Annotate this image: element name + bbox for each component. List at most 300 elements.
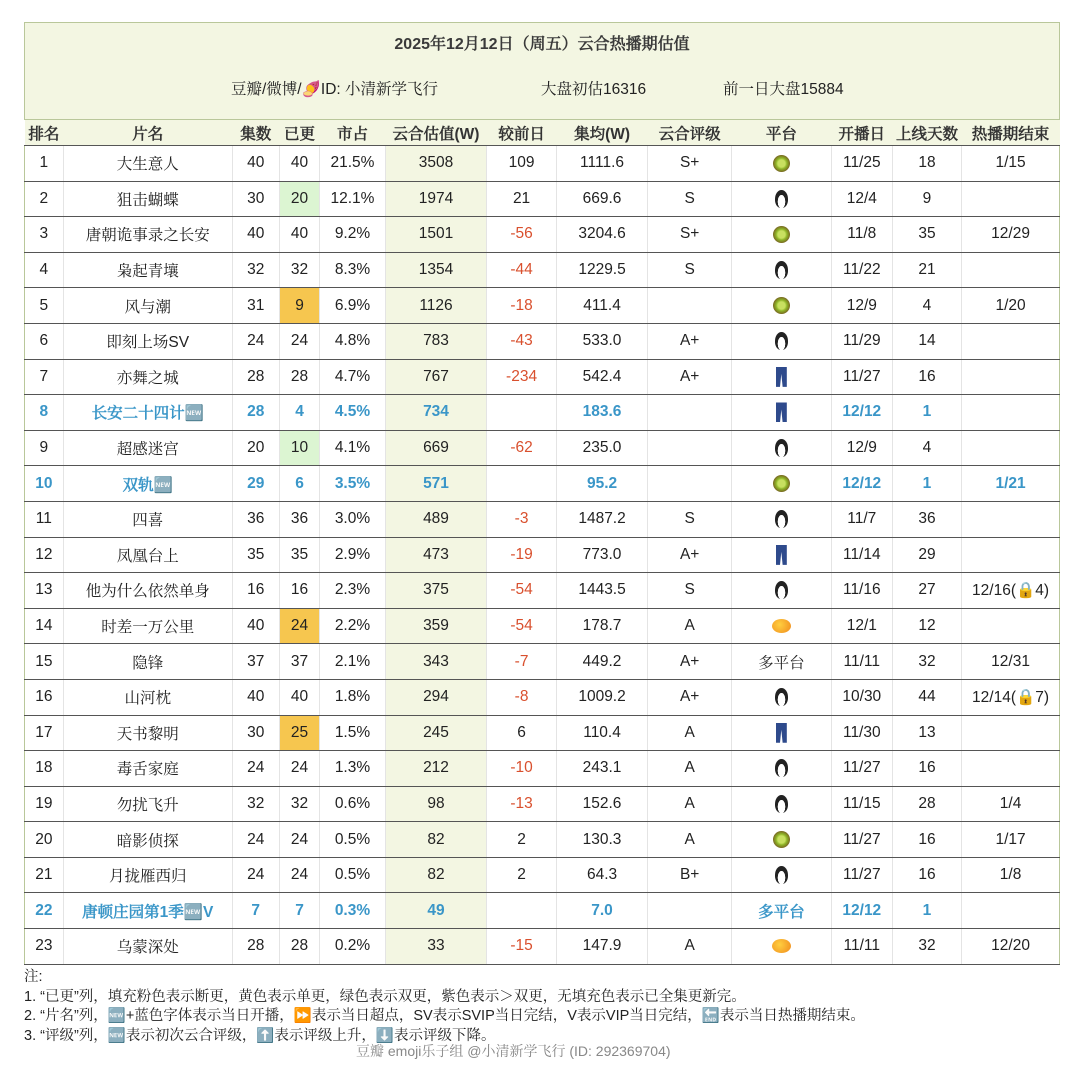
change-cell: -18 [487, 288, 556, 324]
grade-cell: A [648, 822, 732, 858]
updated-cell: 7 [279, 893, 320, 929]
grade-cell: A [648, 929, 732, 965]
avg-cell: 152.6 [556, 786, 648, 822]
episodes-cell: 20 [232, 430, 279, 466]
column-header: 较前日 [487, 120, 556, 146]
title-cell: 天书黎明 [63, 715, 232, 751]
avg-cell: 542.4 [556, 359, 648, 395]
avg-cell: 1443.5 [556, 573, 648, 609]
estimate-cell: 1354 [385, 252, 487, 288]
end-cell: 1/4 [962, 786, 1060, 822]
episodes-cell: 24 [232, 751, 279, 787]
rank-cell: 16 [25, 679, 64, 715]
platform-cell [731, 359, 831, 395]
platform-cell [731, 395, 831, 431]
note-2: 2. “片名”列，🆕+蓝色字体表示当日开播，⏩表示当日超点，SV表示SVIP当日完结，V表示VIP当日完结，🔚表示当日热播期结束。 [24, 1008, 865, 1024]
avg-cell: 243.1 [556, 751, 648, 787]
title-cell: 双轨🆕 [63, 466, 232, 502]
title-cell: 亦舞之城 [63, 359, 232, 395]
episodes-cell: 32 [232, 786, 279, 822]
platform-cell [731, 252, 831, 288]
table-row [25, 644, 1060, 680]
days-cell: 16 [892, 857, 961, 893]
end-cell [962, 359, 1060, 395]
estimate-cell: 359 [385, 608, 487, 644]
note-3: 3. “评级”列，🆕表示初次云合评级，⬆️表示评级上升，⬇️表示评级下降。 [24, 1027, 496, 1044]
updated-cell: 24 [279, 857, 320, 893]
share-cell: 0.3% [320, 893, 385, 929]
share-cell: 6.9% [320, 288, 385, 324]
title-cell: 狙击蝴蝶 [63, 181, 232, 217]
platform-cell [731, 715, 831, 751]
share-cell: 9.2% [320, 217, 385, 253]
rank-cell: 22 [25, 893, 64, 929]
estimate-cell: 3508 [385, 146, 487, 182]
table-row [25, 430, 1060, 466]
rank-cell: 15 [25, 644, 64, 680]
start-date-cell: 11/16 [831, 573, 892, 609]
youku-jeans-icon [776, 402, 787, 422]
change-cell: 109 [487, 146, 556, 182]
updated-cell: 24 [279, 822, 320, 858]
ratings-table [24, 120, 1060, 965]
start-date-cell: 11/15 [831, 786, 892, 822]
end-cell [962, 893, 1060, 929]
rank-cell: 4 [25, 252, 64, 288]
days-cell: 36 [892, 501, 961, 537]
updated-cell: 9 [279, 288, 320, 324]
grade-cell: S+ [648, 146, 732, 182]
updated-cell: 32 [279, 786, 320, 822]
change-cell: -234 [487, 359, 556, 395]
grade-cell [648, 466, 732, 502]
column-header: 集均(W) [556, 120, 648, 146]
estimate-cell: 1501 [385, 217, 487, 253]
start-date-cell: 10/30 [831, 679, 892, 715]
end-cell: 12/29 [962, 217, 1060, 253]
episodes-cell: 28 [232, 929, 279, 965]
table-row [25, 146, 1060, 182]
episodes-cell: 37 [232, 644, 279, 680]
estimate-cell: 473 [385, 537, 487, 573]
table-row [25, 537, 1060, 573]
end-cell: 12/20 [962, 929, 1060, 965]
updated-cell: 40 [279, 679, 320, 715]
estimate-cell: 49 [385, 893, 487, 929]
updated-cell: 37 [279, 644, 320, 680]
rank-cell: 12 [25, 537, 64, 573]
title-cell: 山河枕 [63, 679, 232, 715]
platform-cell [731, 929, 831, 965]
days-cell: 1 [892, 466, 961, 502]
days-cell: 9 [892, 181, 961, 217]
column-header: 开播日 [831, 120, 892, 146]
updated-cell: 10 [279, 430, 320, 466]
start-date-cell: 11/22 [831, 252, 892, 288]
title-cell: 隐锋 [63, 644, 232, 680]
prev-day-total: 前一日大盘15884 [723, 81, 844, 98]
table-row [25, 573, 1060, 609]
share-cell: 1.8% [320, 679, 385, 715]
iqiyi-kiwi-icon [773, 475, 790, 492]
share-cell: 3.5% [320, 466, 385, 502]
table-row [25, 751, 1060, 787]
days-cell: 1 [892, 395, 961, 431]
avg-cell: 533.0 [556, 323, 648, 359]
table-row [25, 217, 1060, 253]
days-cell: 44 [892, 679, 961, 715]
change-cell: 6 [487, 715, 556, 751]
tencent-penguin-icon [775, 581, 788, 599]
estimate-cell: 343 [385, 644, 487, 680]
tencent-penguin-icon [775, 795, 788, 813]
table-row [25, 252, 1060, 288]
updated-cell: 24 [279, 323, 320, 359]
share-cell: 0.2% [320, 929, 385, 965]
watermark: 豆瓣 emoji乐子组 @小清新学飞行 (ID: 292369704) [356, 1043, 671, 1059]
start-date-cell: 12/9 [831, 430, 892, 466]
platform-cell [731, 466, 831, 502]
column-header: 片名 [63, 120, 232, 146]
grade-cell [648, 893, 732, 929]
share-cell: 12.1% [320, 181, 385, 217]
updated-cell: 32 [279, 252, 320, 288]
days-cell: 27 [892, 573, 961, 609]
start-date-cell: 11/25 [831, 146, 892, 182]
iqiyi-kiwi-icon [773, 226, 790, 243]
episodes-cell: 28 [232, 395, 279, 431]
column-header: 热播期结束 [962, 120, 1060, 146]
end-cell [962, 501, 1060, 537]
updated-cell: 24 [279, 751, 320, 787]
table-row [25, 715, 1060, 751]
base-estimate: 大盘初估16316 [541, 81, 647, 98]
change-cell: -10 [487, 751, 556, 787]
tencent-penguin-icon [775, 759, 788, 777]
end-cell: 1/15 [962, 146, 1060, 182]
grade-cell: A+ [648, 359, 732, 395]
share-cell: 21.5% [320, 146, 385, 182]
table-row [25, 181, 1060, 217]
estimate-cell: 294 [385, 679, 487, 715]
days-cell: 29 [892, 537, 961, 573]
table-row [25, 501, 1060, 537]
start-date-cell: 11/27 [831, 857, 892, 893]
share-cell: 0.5% [320, 822, 385, 858]
end-cell: 1/21 [962, 466, 1060, 502]
column-header: 集数 [232, 120, 279, 146]
estimate-cell: 734 [385, 395, 487, 431]
title-cell: 时差一万公里 [63, 608, 232, 644]
share-cell: 0.6% [320, 786, 385, 822]
days-cell: 1 [892, 893, 961, 929]
end-cell [962, 252, 1060, 288]
title-cell: 凤凰台上 [63, 537, 232, 573]
platform-cell [731, 822, 831, 858]
rank-cell: 19 [25, 786, 64, 822]
updated-cell: 40 [279, 146, 320, 182]
avg-cell: 178.7 [556, 608, 648, 644]
youku-jeans-icon [776, 545, 787, 565]
end-cell [962, 751, 1060, 787]
title-cell: 乌蒙深处 [63, 929, 232, 965]
change-cell: -54 [487, 573, 556, 609]
tencent-penguin-icon [775, 510, 788, 528]
iqiyi-kiwi-icon [773, 831, 790, 848]
table-row [25, 359, 1060, 395]
start-date-cell: 11/29 [831, 323, 892, 359]
title-cell: 超感迷宫 [63, 430, 232, 466]
share-cell: 4.1% [320, 430, 385, 466]
tencent-penguin-icon [775, 866, 788, 884]
episodes-cell: 16 [232, 573, 279, 609]
episodes-cell: 30 [232, 181, 279, 217]
note-1: 1. “已更”列，填充粉色表示断更，黄色表示单更，绿色表示双更，紫色表示＞双更，无填充色表示已全集更新完。 [24, 988, 746, 1005]
updated-cell: 28 [279, 929, 320, 965]
episodes-cell: 40 [232, 217, 279, 253]
days-cell: 35 [892, 217, 961, 253]
avg-cell: 110.4 [556, 715, 648, 751]
grade-cell: A+ [648, 323, 732, 359]
grade-cell: A+ [648, 537, 732, 573]
updated-cell: 35 [279, 537, 320, 573]
days-cell: 16 [892, 751, 961, 787]
grade-cell: A [648, 786, 732, 822]
estimate-cell: 669 [385, 430, 487, 466]
column-header: 排名 [25, 120, 64, 146]
episodes-cell: 31 [232, 288, 279, 324]
updated-cell: 28 [279, 359, 320, 395]
end-cell [962, 537, 1060, 573]
rank-cell: 17 [25, 715, 64, 751]
youku-jeans-icon [776, 367, 787, 387]
change-cell: -15 [487, 929, 556, 965]
updated-cell: 25 [279, 715, 320, 751]
updated-cell: 40 [279, 217, 320, 253]
end-cell: 1/17 [962, 822, 1060, 858]
rank-cell: 13 [25, 573, 64, 609]
sheet-title: 2025年12月12日（周五）云合热播期估值 [394, 36, 690, 53]
mango-icon [772, 939, 791, 953]
tencent-penguin-icon [775, 261, 788, 279]
end-cell [962, 181, 1060, 217]
estimate-cell: 375 [385, 573, 487, 609]
grade-cell: S+ [648, 217, 732, 253]
notes [24, 968, 1064, 1046]
column-header: 市占 [320, 120, 385, 146]
days-cell: 21 [892, 252, 961, 288]
end-cell [962, 430, 1060, 466]
rank-cell: 2 [25, 181, 64, 217]
end-cell: 12/31 [962, 644, 1060, 680]
title-cell: 枭起青壤 [63, 252, 232, 288]
start-date-cell: 11/11 [831, 929, 892, 965]
rank-cell: 11 [25, 501, 64, 537]
share-cell: 3.0% [320, 501, 385, 537]
iqiyi-kiwi-icon [773, 297, 790, 314]
table-row [25, 679, 1060, 715]
share-cell: 4.8% [320, 323, 385, 359]
estimate-cell: 783 [385, 323, 487, 359]
updated-cell: 16 [279, 573, 320, 609]
start-date-cell: 12/12 [831, 466, 892, 502]
column-header: 上线天数 [892, 120, 961, 146]
grade-cell: B+ [648, 857, 732, 893]
share-cell: 4.7% [320, 359, 385, 395]
platform-cell [731, 430, 831, 466]
rank-cell: 7 [25, 359, 64, 395]
rank-cell: 6 [25, 323, 64, 359]
rank-cell: 18 [25, 751, 64, 787]
tencent-penguin-icon [775, 332, 788, 350]
platform-cell: 多平台 [731, 893, 831, 929]
days-cell: 28 [892, 786, 961, 822]
days-cell: 16 [892, 359, 961, 395]
title-cell: 他为什么依然单身 [63, 573, 232, 609]
avg-cell: 773.0 [556, 537, 648, 573]
start-date-cell: 11/27 [831, 359, 892, 395]
estimate-cell: 82 [385, 822, 487, 858]
share-cell: 1.5% [320, 715, 385, 751]
estimate-cell: 571 [385, 466, 487, 502]
days-cell: 32 [892, 929, 961, 965]
table-row [25, 822, 1060, 858]
title-cell: 四喜 [63, 501, 232, 537]
table-row [25, 929, 1060, 965]
episodes-cell: 28 [232, 359, 279, 395]
updated-cell: 24 [279, 608, 320, 644]
share-cell: 2.1% [320, 644, 385, 680]
platform-cell: 多平台 [731, 644, 831, 680]
end-cell: 12/16(🔒4) [962, 573, 1060, 609]
sheet-header [24, 22, 1060, 120]
episodes-cell: 24 [232, 323, 279, 359]
change-cell: -62 [487, 430, 556, 466]
platform-cell [731, 786, 831, 822]
days-cell: 12 [892, 608, 961, 644]
updated-cell: 36 [279, 501, 320, 537]
column-header: 云合评级 [648, 120, 732, 146]
table-header-row [25, 120, 1060, 146]
platform-cell [731, 751, 831, 787]
estimate-cell: 212 [385, 751, 487, 787]
avg-cell: 1111.6 [556, 146, 648, 182]
episodes-cell: 32 [232, 252, 279, 288]
title-cell: 长安二十四计🆕 [63, 395, 232, 431]
estimate-cell: 98 [385, 786, 487, 822]
start-date-cell: 12/4 [831, 181, 892, 217]
grade-cell: A [648, 751, 732, 787]
grade-cell: S [648, 181, 732, 217]
days-cell: 16 [892, 822, 961, 858]
grade-cell: S [648, 501, 732, 537]
platform-cell [731, 857, 831, 893]
rank-cell: 3 [25, 217, 64, 253]
episodes-cell: 29 [232, 466, 279, 502]
title-cell: 即刻上场SV [63, 323, 232, 359]
tencent-penguin-icon [775, 688, 788, 706]
estimate-cell: 489 [385, 501, 487, 537]
avg-cell: 449.2 [556, 644, 648, 680]
avg-cell: 235.0 [556, 430, 648, 466]
share-cell: 1.3% [320, 751, 385, 787]
tencent-penguin-icon [775, 190, 788, 208]
platform-cell [731, 537, 831, 573]
avg-cell: 3204.6 [556, 217, 648, 253]
rank-cell: 9 [25, 430, 64, 466]
change-cell: 2 [487, 857, 556, 893]
episodes-cell: 40 [232, 146, 279, 182]
end-cell: 1/8 [962, 857, 1060, 893]
avg-cell: 95.2 [556, 466, 648, 502]
change-cell: -7 [487, 644, 556, 680]
days-cell: 32 [892, 644, 961, 680]
avg-cell: 1009.2 [556, 679, 648, 715]
grade-cell [648, 395, 732, 431]
start-date-cell: 12/12 [831, 893, 892, 929]
tencent-penguin-icon [775, 439, 788, 457]
avg-cell: 411.4 [556, 288, 648, 324]
rank-cell: 20 [25, 822, 64, 858]
episodes-cell: 30 [232, 715, 279, 751]
avg-cell: 147.9 [556, 929, 648, 965]
grade-cell: A+ [648, 679, 732, 715]
avg-cell: 1487.2 [556, 501, 648, 537]
updated-cell: 6 [279, 466, 320, 502]
rank-cell: 1 [25, 146, 64, 182]
rank-cell: 14 [25, 608, 64, 644]
end-cell [962, 715, 1060, 751]
change-cell [487, 395, 556, 431]
table-row [25, 323, 1060, 359]
grade-cell: S [648, 573, 732, 609]
rank-cell: 5 [25, 288, 64, 324]
days-cell: 13 [892, 715, 961, 751]
platform-cell [731, 679, 831, 715]
grade-cell: A [648, 715, 732, 751]
share-cell: 2.2% [320, 608, 385, 644]
share-cell: 2.3% [320, 573, 385, 609]
mango-icon [772, 619, 791, 633]
days-cell: 4 [892, 288, 961, 324]
platform-cell [731, 501, 831, 537]
change-cell: -44 [487, 252, 556, 288]
episodes-cell: 35 [232, 537, 279, 573]
estimate-cell: 82 [385, 857, 487, 893]
platform-cell [731, 573, 831, 609]
grade-cell: S [648, 252, 732, 288]
end-cell [962, 395, 1060, 431]
estimate-cell: 767 [385, 359, 487, 395]
share-cell: 2.9% [320, 537, 385, 573]
change-cell: -19 [487, 537, 556, 573]
rank-cell: 21 [25, 857, 64, 893]
column-header: 平台 [731, 120, 831, 146]
episodes-cell: 40 [232, 608, 279, 644]
title-cell: 大生意人 [63, 146, 232, 182]
estimate-cell: 33 [385, 929, 487, 965]
episodes-cell: 24 [232, 857, 279, 893]
share-cell: 4.5% [320, 395, 385, 431]
start-date-cell: 11/11 [831, 644, 892, 680]
iqiyi-kiwi-icon [773, 155, 790, 172]
platform-cell [731, 608, 831, 644]
end-cell: 1/20 [962, 288, 1060, 324]
avg-cell: 183.6 [556, 395, 648, 431]
start-date-cell: 11/27 [831, 822, 892, 858]
change-cell: -13 [487, 786, 556, 822]
avg-cell: 669.6 [556, 181, 648, 217]
